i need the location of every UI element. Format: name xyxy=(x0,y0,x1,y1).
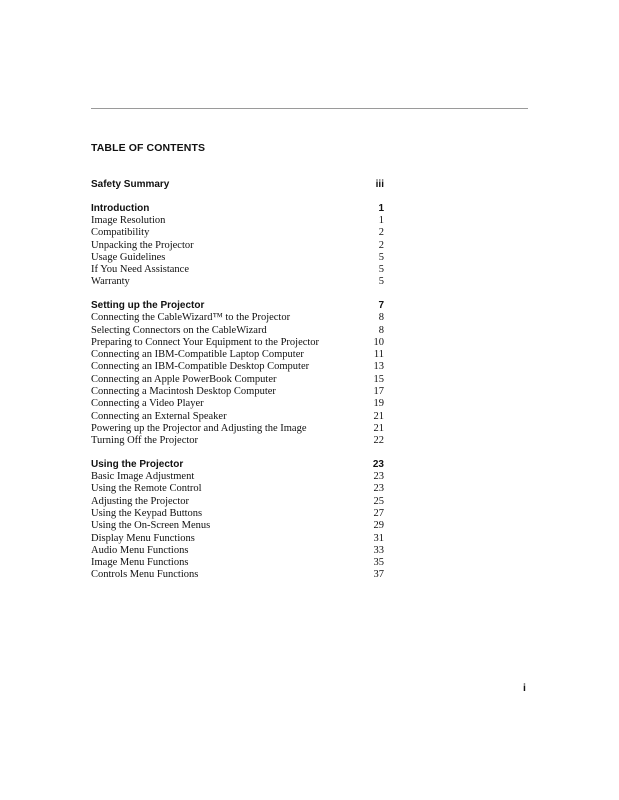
toc-entry-page: 2 xyxy=(378,227,384,239)
toc-entry-page: 23 xyxy=(373,471,384,483)
toc-entry-page: 10 xyxy=(373,336,384,348)
toc-entry-page: 29 xyxy=(373,520,384,532)
toc-entry[interactable] xyxy=(91,411,384,423)
toc-entry-label: If You Need Assistance xyxy=(91,264,189,276)
toc-entry[interactable] xyxy=(91,312,384,324)
toc-entry[interactable] xyxy=(91,240,384,252)
table-of-contents xyxy=(91,179,384,593)
toc-entry-label: Unpacking the Projector xyxy=(91,239,194,251)
toc-section xyxy=(91,179,384,192)
toc-entry[interactable] xyxy=(91,471,384,483)
toc-entry-page: 8 xyxy=(378,324,384,336)
toc-heading-page: 1 xyxy=(378,202,384,214)
toc-entry-label: Usage Guidelines xyxy=(91,251,166,263)
toc-entry-label: Connecting an Apple PowerBook Computer xyxy=(91,373,277,385)
toc-entry[interactable] xyxy=(91,361,384,373)
toc-entry-label: Connecting a Video Player xyxy=(91,398,204,410)
toc-entry-page: 11 xyxy=(373,349,384,361)
toc-entry[interactable] xyxy=(91,215,384,227)
toc-entry[interactable] xyxy=(91,398,384,410)
toc-entry-page: 21 xyxy=(373,422,384,434)
toc-entry[interactable] xyxy=(91,557,384,569)
toc-entry-label: Controls Menu Functions xyxy=(91,569,199,581)
toc-heading-page: 7 xyxy=(378,299,384,311)
toc-entry-label: Image Resolution xyxy=(91,215,166,226)
toc-entry-label: Image Menu Functions xyxy=(91,557,189,569)
toc-entry[interactable] xyxy=(91,496,384,508)
toc-entry-label: Connecting the CableWizard™ to the Projector xyxy=(91,312,291,324)
toc-entry-label: Connecting an External Speaker xyxy=(91,410,227,422)
toc-entry-label: Connecting an IBM-Compatible Desktop Computer xyxy=(91,361,310,373)
toc-entry-page: 27 xyxy=(373,507,384,519)
toc-entry[interactable] xyxy=(91,325,384,337)
toc-entry[interactable] xyxy=(91,508,384,520)
toc-heading-label: Using the Projector xyxy=(91,458,184,470)
toc-entry-page: 31 xyxy=(373,532,384,544)
toc-heading-page: 23 xyxy=(372,458,384,470)
toc-entry[interactable] xyxy=(91,349,384,361)
toc-section-heading[interactable] xyxy=(91,300,384,313)
toc-entry-page: 1 xyxy=(378,215,384,226)
toc-entry-label: Connecting a Macintosh Desktop Computer xyxy=(91,386,276,398)
toc-entry-label: Warranty xyxy=(91,276,130,288)
toc-entry[interactable] xyxy=(91,569,384,581)
toc-entry[interactable] xyxy=(91,227,384,239)
toc-entry-page: 15 xyxy=(373,373,384,385)
toc-heading-label: Introduction xyxy=(91,202,150,214)
toc-entry-page: 23 xyxy=(373,483,384,495)
toc-entry-label: Using the Keypad Buttons xyxy=(91,507,203,519)
toc-entry-page: 5 xyxy=(378,264,384,276)
toc-entry-page: 25 xyxy=(373,495,384,507)
toc-section-heading[interactable] xyxy=(91,459,384,472)
toc-entry-label: Turning Off the Projector xyxy=(91,435,199,447)
toc-entry-page: 5 xyxy=(378,251,384,263)
toc-entry[interactable] xyxy=(91,264,384,276)
toc-entry[interactable] xyxy=(91,337,384,349)
toc-entry[interactable] xyxy=(91,374,384,386)
toc-entry-page: 8 xyxy=(378,312,384,324)
toc-entry-page: 21 xyxy=(373,410,384,422)
toc-entry[interactable] xyxy=(91,435,384,447)
toc-section-heading[interactable] xyxy=(91,203,384,216)
toc-entry-label: Connecting an IBM-Compatible Laptop Computer xyxy=(91,349,304,361)
toc-section xyxy=(91,203,384,289)
toc-entry[interactable] xyxy=(91,386,384,398)
toc-entry-page: 35 xyxy=(373,557,384,569)
toc-entry-page: 19 xyxy=(373,398,384,410)
toc-section xyxy=(91,459,384,582)
page-number: i xyxy=(523,682,526,694)
toc-entry-label: Audio Menu Functions xyxy=(91,544,189,556)
toc-entry-label: Using the Remote Control xyxy=(91,483,202,495)
toc-entry[interactable] xyxy=(91,423,384,435)
toc-entry-page: 22 xyxy=(373,435,384,447)
toc-entry-page: 37 xyxy=(373,569,384,581)
toc-heading-label: Setting up the Projector xyxy=(91,299,205,311)
toc-entry[interactable] xyxy=(91,533,384,545)
toc-heading-label: Safety Summary xyxy=(91,179,170,190)
toc-entry-page: 2 xyxy=(378,239,384,251)
toc-entry-label: Preparing to Connect Your Equipment to the Projector xyxy=(91,336,320,348)
toc-entry-label: Using the On-Screen Menus xyxy=(91,520,211,532)
toc-entry-label: Adjusting the Projector xyxy=(91,495,189,507)
toc-entry[interactable] xyxy=(91,545,384,557)
toc-entry[interactable] xyxy=(91,520,384,532)
toc-entry-page: 33 xyxy=(373,544,384,556)
toc-entry-page: 5 xyxy=(378,276,384,288)
toc-entry-page: 13 xyxy=(373,361,384,373)
toc-entry-label: Compatibility xyxy=(91,227,150,239)
toc-title: TABLE OF CONTENTS xyxy=(91,142,206,154)
toc-section-heading[interactable] xyxy=(91,179,384,192)
toc-entry[interactable] xyxy=(91,276,384,288)
toc-entry-label: Basic Image Adjustment xyxy=(91,471,195,483)
toc-entry-label: Display Menu Functions xyxy=(91,532,195,544)
toc-entry-label: Powering up the Projector and Adjusting the Image xyxy=(91,422,307,434)
toc-section xyxy=(91,300,384,448)
toc-entry[interactable] xyxy=(91,252,384,264)
toc-heading-page: iii xyxy=(375,179,384,190)
toc-entry[interactable] xyxy=(91,483,384,495)
toc-entry-page: 17 xyxy=(373,386,384,398)
toc-entry-label: Selecting Connectors on the CableWizard xyxy=(91,324,267,336)
header-rule xyxy=(91,108,528,109)
